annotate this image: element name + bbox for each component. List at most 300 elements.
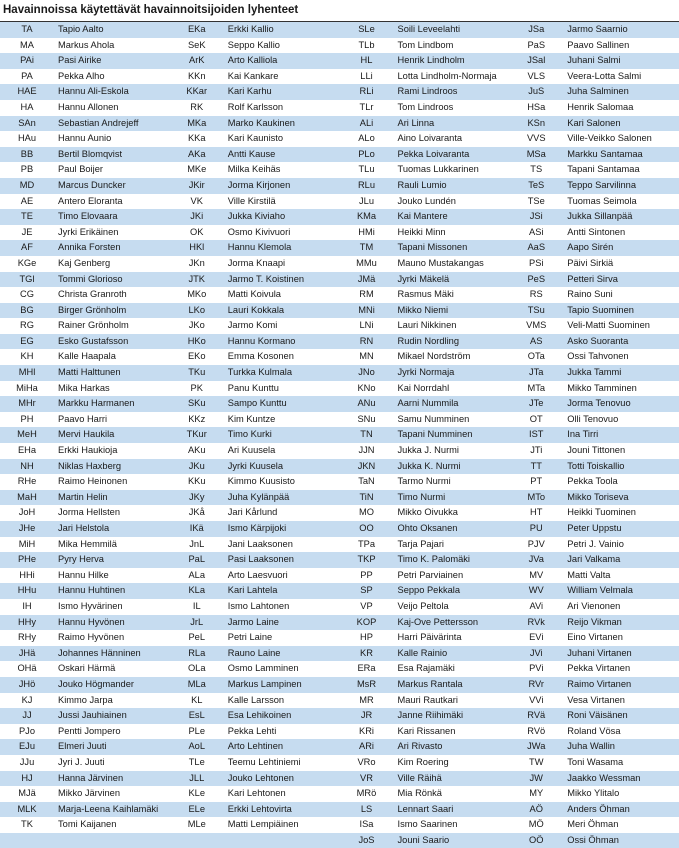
abbreviation-cell: BG <box>20 304 34 315</box>
observer-name-cell: Kari Lehtonen <box>227 788 286 799</box>
observer-name-cell: Ismo Lahtonen <box>227 600 290 611</box>
abbreviation-cell: VMS <box>526 320 547 331</box>
observer-name-cell: Kimmo Kuusisto <box>227 476 295 487</box>
observer-name-cell: Lennart Saari <box>397 803 454 814</box>
observer-name-cell: Paavo Harri <box>58 413 108 424</box>
table-row <box>0 303 679 319</box>
observer-name-cell: Tuomas Seimola <box>567 195 637 206</box>
abbreviation-cell: SNu <box>357 413 376 424</box>
observer-name-cell: Raino Suni <box>567 289 613 300</box>
observer-name-cell: Oskari Härmä <box>58 663 116 674</box>
abbreviation-cell: JTa <box>529 367 544 378</box>
observer-name-cell: Henrik Lindholm <box>397 55 465 66</box>
abbreviation-cell: MO <box>359 507 374 518</box>
table-row <box>0 349 679 365</box>
observer-name-cell: Tuomas Lukkarinen <box>397 164 479 175</box>
observer-name-cell: Rolf Karlsson <box>227 101 284 112</box>
observer-name-cell: Tarja Pajari <box>397 538 445 549</box>
abbreviation-cell: ERa <box>357 663 376 674</box>
abbreviation-cell: EKo <box>187 351 206 362</box>
observer-name-cell: Ohto Oksanen <box>397 523 458 533</box>
abbreviation-cell: MKe <box>187 164 207 175</box>
abbreviation-cell: KKa <box>187 133 206 144</box>
abbreviation-cell: MV <box>529 569 544 580</box>
table-row <box>0 194 679 210</box>
observer-name-cell: Ismo Saarinen <box>397 819 458 830</box>
observer-name-cell: Rudin Nordling <box>397 335 459 346</box>
observer-name-cell: Jorma Hellsten <box>58 507 121 518</box>
abbreviation-cell: JMä <box>357 273 376 284</box>
abbreviation-cell: MiH <box>18 538 36 549</box>
observer-name-cell: Kim Roering <box>397 756 449 767</box>
observer-name-cell: Osmo Lamminen <box>227 663 299 674</box>
abbreviation-cell: RVö <box>527 725 546 736</box>
observer-name-cell: Juhani Virtanen <box>567 647 632 658</box>
page-title: Havainnoissa käytettävät havainnoitsijoiden lyhenteet <box>0 0 679 22</box>
observer-name-cell: Markus Lampinen <box>227 678 302 689</box>
abbreviation-cell: MsR <box>356 678 377 689</box>
abbreviation-cell: OTa <box>527 351 545 362</box>
abbreviation-cell: JKN <box>357 460 376 471</box>
abbreviation-cell: HAu <box>17 133 37 144</box>
observer-name-cell: Ari Linna <box>397 117 435 128</box>
abbreviation-cell: MRö <box>356 788 377 799</box>
abbreviation-cell: HAE <box>17 86 37 97</box>
table-row <box>0 537 679 553</box>
abbreviation-cell: TKu <box>188 367 206 378</box>
observer-name-cell: Sebastian Andrejeff <box>58 117 139 128</box>
table-row <box>0 162 679 178</box>
observer-name-cell: Hannu Aunio <box>58 133 112 144</box>
observer-name-cell: Antero Eloranta <box>58 195 123 206</box>
abbreviation-cell: TA <box>21 24 33 34</box>
abbreviation-cell: SKu <box>187 398 206 409</box>
abbreviation-cell: KSn <box>527 117 546 128</box>
observer-name-cell: Christa Granroth <box>58 289 127 300</box>
observer-name-cell: Kalle Larsson <box>227 694 285 705</box>
observer-name-cell: Pentti Jompero <box>58 725 121 736</box>
observer-name-cell: Milka Keihäs <box>227 164 281 175</box>
abbreviation-cell: ASi <box>529 226 544 237</box>
table-row <box>0 100 679 116</box>
abbreviation-cell: TaN <box>358 476 375 487</box>
abbreviation-cell: JSi <box>529 211 543 222</box>
abbreviation-cell: HHy <box>17 616 37 627</box>
table-row <box>0 256 679 272</box>
abbreviation-cell: MNi <box>358 304 375 315</box>
observer-name-cell: Raimo Virtanen <box>567 678 632 689</box>
observer-name-cell: Johannes Hänninen <box>58 647 141 658</box>
abbreviation-cell: OT <box>529 413 543 424</box>
abbreviation-cell: KJ <box>21 694 33 705</box>
abbreviation-cell: AF <box>21 242 33 253</box>
table-row <box>0 490 679 506</box>
abbreviation-cell: PP <box>360 569 373 580</box>
abbreviation-cell: BB <box>20 148 34 159</box>
observer-name-cell: Erkki Lehtovirta <box>227 803 292 814</box>
abbreviation-cell: KMa <box>356 211 377 222</box>
abbreviation-cell: MTo <box>527 491 546 502</box>
observer-name-cell: Tapio Suominen <box>567 304 634 315</box>
observer-name-cell: Mika Hemmilä <box>58 538 117 549</box>
observer-name-cell: Antti Sintonen <box>567 226 626 237</box>
abbreviation-cell: KR <box>360 647 373 658</box>
abbreviation-cell: EHa <box>17 445 37 456</box>
abbreviation-cell: PaS <box>527 39 546 50</box>
observer-name-cell: Jouko Lehtonen <box>227 772 294 783</box>
abbreviation-cell: KGe <box>17 257 37 268</box>
observer-name-cell: Jorma Knaapi <box>227 257 286 268</box>
observer-name-cell: Pekka Virtanen <box>567 663 631 674</box>
abbreviation-cell: JKo <box>188 320 205 331</box>
abbreviation-cell: SLe <box>358 24 375 34</box>
observer-name-cell: Ina Tirri <box>567 429 599 440</box>
observer-name-cell: Markku Santamaa <box>567 148 643 159</box>
observer-name-cell: Jarmo Laine <box>227 616 279 627</box>
abbreviation-cell: HKo <box>187 335 206 346</box>
observer-name-cell: Jari Kårlund <box>227 507 278 518</box>
observer-name-cell: Turkka Kulmala <box>227 367 292 378</box>
abbreviation-cell: KH <box>20 351 34 362</box>
abbreviation-cell: AS <box>530 335 543 346</box>
observer-name-cell: Kimmo Jarpa <box>58 694 113 705</box>
observer-name-cell: Mikko Oivukka <box>397 507 458 518</box>
observer-name-cell: Raimo Hyvönen <box>58 632 125 643</box>
table-row <box>0 708 679 724</box>
observer-name-cell: Ossi Tahvonen <box>567 351 629 362</box>
observer-name-cell: Pekka Loivaranta <box>397 148 470 159</box>
table-row <box>0 178 679 194</box>
abbreviation-cell: TT <box>530 460 542 471</box>
observer-name-cell: Jussi Jauhiainen <box>58 710 127 721</box>
abbreviation-cell: PJV <box>527 538 545 549</box>
observer-name-cell: Mia Rönkä <box>397 788 442 799</box>
abbreviation-cell: PH <box>20 413 34 424</box>
abbreviation-cell: JnL <box>189 538 205 549</box>
abbreviation-cell: TPa <box>357 538 376 549</box>
observer-name-cell: Hannu Ali-Eskola <box>58 86 129 97</box>
table-row <box>0 646 679 662</box>
abbreviation-cell: JKy <box>189 491 205 502</box>
abbreviation-cell: OO <box>359 523 374 533</box>
observer-name-cell: Toni Wasama <box>567 756 624 767</box>
observer-name-cell: Timo Elovaara <box>58 211 118 222</box>
observer-name-cell: Jukka Tammi <box>567 367 622 378</box>
abbreviation-cell: PB <box>20 164 34 175</box>
abbreviation-cell: OLa <box>187 663 206 674</box>
abbreviation-cell: KLa <box>188 585 206 596</box>
abbreviation-cell: AKu <box>187 445 206 456</box>
abbreviation-cell: JVi <box>529 647 543 658</box>
observer-name-cell: Jouni Saario <box>397 834 450 845</box>
abbreviation-cell: JKir <box>188 179 205 190</box>
table-row <box>0 381 679 397</box>
abbreviation-cell: RS <box>529 289 543 300</box>
abbreviation-cell: RK <box>190 101 204 112</box>
abbreviation-cell: TeS <box>528 179 545 190</box>
table-row <box>0 443 679 459</box>
abbreviation-cell: LNi <box>359 320 374 331</box>
abbreviation-cell: TLr <box>359 101 374 112</box>
abbreviation-cell: PA <box>21 70 33 81</box>
observer-name-cell: Tommi Glorioso <box>58 273 123 284</box>
observer-name-cell: Hannu Kormano <box>227 335 296 346</box>
observer-name-cell: Ari Kuusela <box>227 445 276 456</box>
abbreviation-cell: TW <box>529 756 544 767</box>
abbreviation-cell: KNo <box>357 382 376 393</box>
abbreviation-cell: HHi <box>19 569 35 580</box>
table-row <box>0 131 679 147</box>
observer-name-cell: Matti Lempiäinen <box>227 819 299 830</box>
observer-name-cell: Martin Helin <box>58 491 108 502</box>
abbreviation-cell: JTK <box>188 273 206 284</box>
observer-name-cell: Mikko Järvinen <box>58 788 121 799</box>
abbreviation-cell: JuS <box>528 86 545 97</box>
observer-name-cell: Sampo Kunttu <box>227 398 287 409</box>
observer-name-cell: Esa Lehikoinen <box>227 710 292 721</box>
abbreviation-cell: VR <box>360 772 373 783</box>
observer-name-cell: Peter Uppstu <box>567 523 622 533</box>
abbreviation-cell: SeK <box>187 39 206 50</box>
abbreviation-cell: PeS <box>527 273 546 284</box>
abbreviation-cell: KKu <box>187 476 206 487</box>
abbreviation-cell: VRo <box>357 756 376 767</box>
abbreviation-cell: KRi <box>359 725 374 736</box>
abbreviation-cell: JJu <box>19 756 35 767</box>
abbreviation-cell: HHu <box>17 585 37 596</box>
abbreviation-cell: TN <box>360 429 373 440</box>
observer-name-cell: Pekka Lehti <box>227 725 277 736</box>
abbreviation-cell: HJ <box>21 772 33 783</box>
table-row <box>0 630 679 646</box>
table-row <box>0 724 679 740</box>
table-row <box>0 427 679 443</box>
abbreviation-cell: JR <box>360 710 373 721</box>
observer-name-cell: Jari Helstola <box>58 523 110 533</box>
abbreviation-cell: MKa <box>187 117 207 128</box>
observer-name-cell: Lotta Lindholm-Normaja <box>397 70 497 81</box>
abbreviation-cell: JLu <box>359 195 374 206</box>
observer-name-cell: Raimo Heinonen <box>58 476 128 487</box>
observer-name-cell: Jouni Tittonen <box>567 445 626 456</box>
table-row <box>0 817 679 833</box>
table-row <box>0 147 679 163</box>
observer-name-cell: Kari Rissanen <box>397 725 456 736</box>
observer-name-cell: Kalle Rainio <box>397 647 448 658</box>
abbreviation-cell: PAi <box>20 55 34 66</box>
observer-name-cell: Timo Kurki <box>227 429 272 440</box>
table-row <box>0 599 679 615</box>
abbreviation-cell: JLL <box>189 772 205 783</box>
abbreviation-cell: ALo <box>358 133 375 144</box>
observer-name-cell: Seppo Pekkala <box>397 585 461 596</box>
abbreviation-cell: VP <box>360 600 373 611</box>
observer-name-cell: Rauno Laine <box>227 647 281 658</box>
table-row <box>0 459 679 475</box>
observer-name-cell: Esa Rajamäki <box>397 663 455 674</box>
table-row <box>0 22 679 38</box>
table-row <box>0 693 679 709</box>
abbreviation-cell: AaS <box>527 242 546 253</box>
observer-name-cell: Asko Suoranta <box>567 335 629 346</box>
observer-name-cell: Mikko Tamminen <box>567 382 637 393</box>
table-row <box>0 225 679 241</box>
table-row <box>0 396 679 412</box>
abbreviation-cell: KLe <box>188 788 206 799</box>
observer-name-cell: Jukka Sillanpää <box>567 211 633 222</box>
observer-name-cell: Mauri Rautkari <box>397 694 458 705</box>
observer-name-cell: Lauri Nikkinen <box>397 320 457 331</box>
observer-name-cell: Heikki Minn <box>397 226 446 237</box>
abbreviation-cell: MiHa <box>16 382 38 393</box>
observer-name-cell: Kari Lahtela <box>227 585 278 596</box>
abbreviation-cell: MY <box>529 788 544 799</box>
observer-name-cell: Hannu Hyvönen <box>58 616 125 627</box>
observer-name-cell: Kari Salonen <box>567 117 621 128</box>
abbreviation-cell: OÖ <box>529 834 544 845</box>
observer-name-cell: Matti Halttunen <box>58 367 121 378</box>
observer-name-cell: Kalle Haapala <box>58 351 116 362</box>
table-row <box>0 583 679 599</box>
abbreviation-cell: EG <box>20 335 34 346</box>
abbreviation-cell: JJ <box>22 710 32 721</box>
observer-name-cell: Annika Forsten <box>58 242 121 253</box>
observer-name-cell: Osmo Kivivuori <box>227 226 291 237</box>
abbreviation-cell: JTe <box>529 398 544 409</box>
observer-name-cell: Arto Lehtinen <box>227 741 284 752</box>
observer-name-cell <box>224 833 340 848</box>
abbreviation-cell: HP <box>360 632 373 643</box>
observer-name-cell: Aarni Nummila <box>397 398 459 409</box>
abbreviation-cell: TK <box>21 819 33 830</box>
observer-name-cell: Vesa Virtanen <box>567 694 625 705</box>
observer-name-cell: Päivi Sirkiä <box>567 257 614 268</box>
abbreviation-cell: MJä <box>18 788 36 799</box>
abbreviation-cell: MD <box>19 179 35 190</box>
observer-name-cell: Mauno Mustakangas <box>397 257 484 268</box>
abbreviation-cell: TLb <box>358 39 375 50</box>
abbreviation-cell: MLe <box>187 819 206 830</box>
observer-name-cell: Veli-Matti Suominen <box>567 320 650 331</box>
observer-name-cell: Pasi Laaksonen <box>227 554 294 565</box>
observer-name-cell: Roni Väisänen <box>567 710 628 721</box>
table-row <box>0 505 679 521</box>
abbreviation-cell: MSa <box>526 148 546 159</box>
observer-name-cell: Jouko Högmander <box>58 678 134 689</box>
observer-name-cell: Aapo Sirén <box>567 242 614 253</box>
observer-name-cell: Niklas Haxberg <box>58 460 122 471</box>
observer-name-cell: Ville-Veikko Salonen <box>567 133 652 144</box>
observer-name-cell: Jukka K. Nurmi <box>397 460 461 471</box>
observer-name-cell: Tapani Missonen <box>397 242 468 253</box>
observer-name-cell: Jari Valkama <box>567 554 621 565</box>
abbreviation-cell: JHö <box>18 678 36 689</box>
abbreviation-cell: CG <box>20 289 34 300</box>
observer-name-cell: Jyri J. Juuti <box>58 756 105 767</box>
abbreviation-cell: IH <box>22 600 32 611</box>
table-row <box>0 318 679 334</box>
observer-name-cell: Kaj-Ove Pettersson <box>397 616 479 627</box>
abbreviation-cell: RLu <box>357 179 376 190</box>
abbreviation-cell: JVa <box>528 554 544 565</box>
abbreviation-cell: AKa <box>187 148 206 159</box>
abbreviation-cell: RVä <box>527 710 546 721</box>
observer-name-cell: Jorma Tenovuo <box>567 398 631 409</box>
observer-name-cell: Timo Nurmi <box>397 491 446 502</box>
abbreviation-cell: JKi <box>190 211 204 222</box>
abbreviation-cell: TLe <box>188 756 205 767</box>
observer-name-cell: Tom Lindroos <box>397 101 454 112</box>
observer-name-cell: Jaakko Wessman <box>567 772 641 783</box>
abbreviation-cell: TKur <box>186 429 207 440</box>
abbreviation-cell: SAn <box>18 117 36 128</box>
abbreviation-cell: RLi <box>359 86 374 97</box>
observer-name-cell: Mervi Haukila <box>58 429 115 440</box>
observer-name-cell <box>54 833 170 848</box>
table-row <box>0 661 679 677</box>
observer-name-cell: Pekka Alho <box>58 70 105 81</box>
abbreviation-cell: ELe <box>188 803 206 814</box>
observer-name-cell: Aino Loivaranta <box>397 133 463 144</box>
observer-name-cell: Jukka J. Nurmi <box>397 445 459 456</box>
abbreviation-cell: MMu <box>356 257 377 268</box>
observer-name-cell: Jyrki Kuusela <box>227 460 284 471</box>
observer-name-cell: Petteri Sirva <box>567 273 618 284</box>
observer-name-cell: Kim Kuntze <box>227 413 276 424</box>
observer-name-cell: Mika Harkas <box>58 382 110 393</box>
observer-name-cell: Tomi Kaijanen <box>58 819 117 830</box>
observer-name-cell: Kai Kankare <box>227 70 279 81</box>
observer-name-cell: Tom Lindbom <box>397 39 454 50</box>
observer-name-cell: Tapani Numminen <box>397 429 473 440</box>
abbreviation-cell <box>170 833 224 848</box>
observer-name-cell: Reijo Vikman <box>567 616 622 627</box>
abbreviation-cell: HSa <box>527 101 546 112</box>
observer-name-cell: Arto Laesvuori <box>227 569 288 580</box>
observer-name-cell: Lauri Kokkala <box>227 304 285 315</box>
observer-name-cell: Seppo Kallio <box>227 39 280 50</box>
abbreviation-cell: MA <box>20 39 34 50</box>
observer-name-cell: Marcus Duncker <box>58 179 126 190</box>
abbreviation-cell: MN <box>359 351 374 362</box>
observer-name-cell: Jarmo Saarnio <box>567 24 628 34</box>
observer-name-cell: Eino Virtanen <box>567 632 623 643</box>
abbreviation-cell: PaL <box>188 554 206 565</box>
observer-name-cell: Hannu Hilke <box>58 569 109 580</box>
table-row <box>0 334 679 350</box>
abbreviation-cell: JKn <box>188 257 205 268</box>
observer-name-cell: William Velmala <box>567 585 633 596</box>
observer-name-cell: Teemu Lehtiniemi <box>227 756 301 767</box>
table-row <box>0 412 679 428</box>
table-row <box>0 209 679 225</box>
observer-name-cell: Paavo Sallinen <box>567 39 630 50</box>
abbreviation-cell: MeH <box>17 429 37 440</box>
abbreviation-cell: LKo <box>188 304 206 315</box>
abbreviation-cell: JoH <box>18 507 36 518</box>
observer-name-cell: Bertil Blomqvist <box>58 148 123 159</box>
table-row <box>0 771 679 787</box>
abbreviation-cell: VVi <box>529 694 544 705</box>
abbreviation-cell: MÖ <box>528 819 544 830</box>
observer-name-cell: Birger Grönholm <box>58 304 127 315</box>
observer-name-cell: Jarmo Komi <box>227 320 278 331</box>
abbreviation-cell: RVk <box>527 616 545 627</box>
abbreviation-cell: PJo <box>18 725 36 736</box>
table-row <box>0 38 679 54</box>
observer-name-cell: Jyrki Normaja <box>397 367 455 378</box>
abbreviation-cell: EKa <box>187 24 206 34</box>
